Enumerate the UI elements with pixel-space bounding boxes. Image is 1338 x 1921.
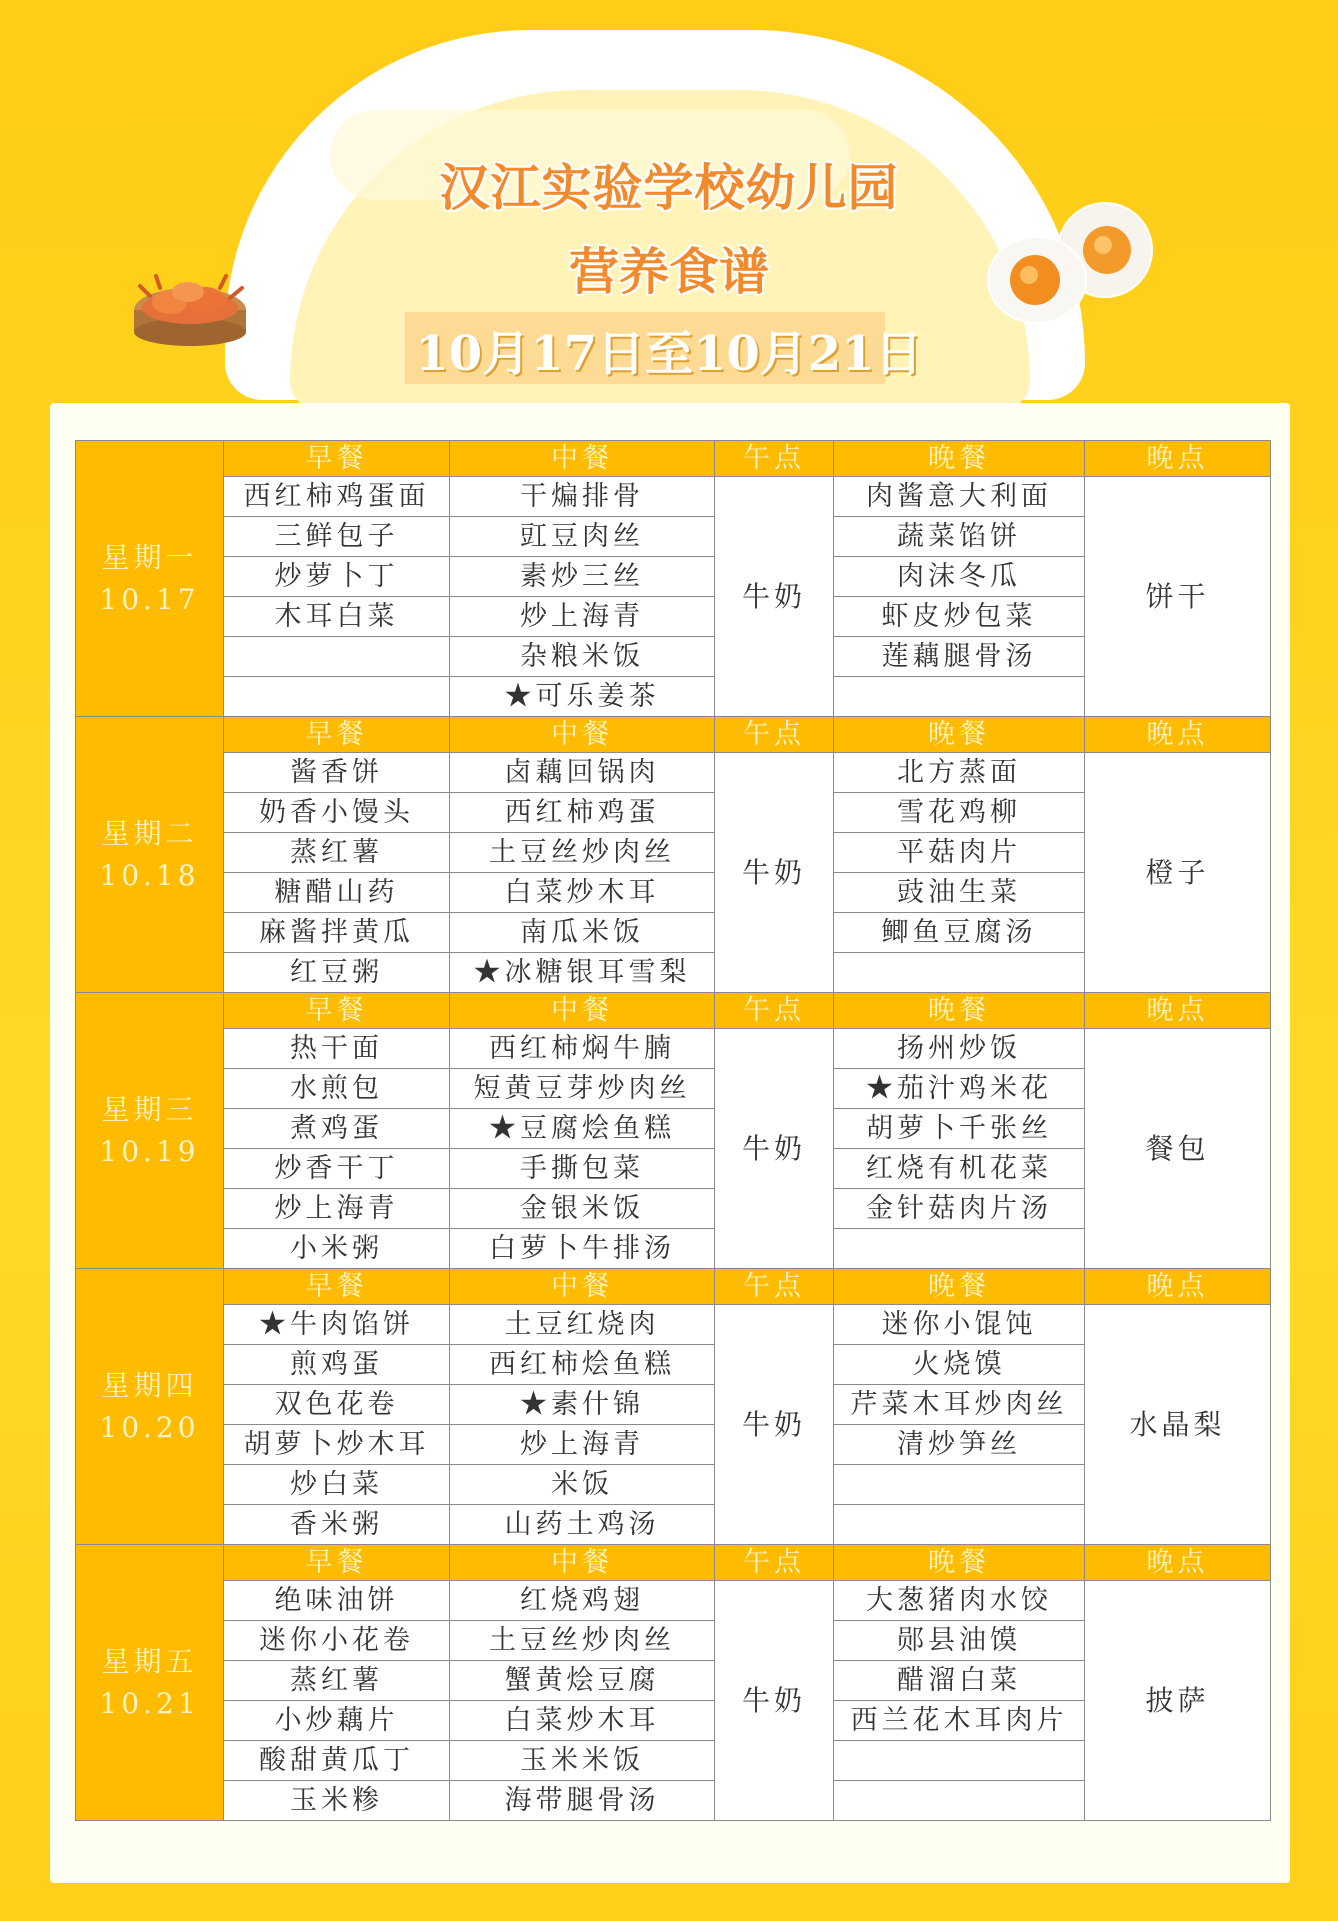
date-label: 10.19 xyxy=(99,1134,200,1168)
table-row xyxy=(76,753,1271,793)
dinner-item: 郧县油馍 xyxy=(834,1621,1085,1661)
breakfast-item: 炒白菜 xyxy=(224,1465,450,1505)
breakfast-item: 木耳白菜 xyxy=(224,597,450,637)
lunch-item: 杂粮米饭 xyxy=(450,637,715,677)
breakfast-item: 香米粥 xyxy=(224,1505,450,1545)
column-header-lunch: 中餐 xyxy=(450,1545,715,1581)
column-header-evening-snack: 晚点 xyxy=(1085,993,1271,1029)
lunch-item: 卤藕回锅肉 xyxy=(450,753,715,793)
column-header-breakfast: 早餐 xyxy=(224,717,450,753)
lunch-item: 红烧鸡翅 xyxy=(450,1581,715,1621)
lunch-item: 蟹黄烩豆腐 xyxy=(450,1661,715,1701)
column-header-dinner: 晚餐 xyxy=(834,1269,1085,1305)
column-header-evening-snack: 晚点 xyxy=(1085,441,1271,477)
breakfast-item: 玉米糁 xyxy=(224,1781,450,1821)
day-label-cell xyxy=(76,717,224,993)
breakfast-item: 酱香饼 xyxy=(224,753,450,793)
salted-egg-icon xyxy=(975,195,1175,335)
lunch-item: 炒上海青 xyxy=(450,597,715,637)
dinner-item: 肉沫冬瓜 xyxy=(834,557,1085,597)
noon-snack-cell: 牛奶 xyxy=(715,1029,834,1269)
breakfast-item: 红豆粥 xyxy=(224,953,450,993)
lunch-item: 短黄豆芽炒肉丝 xyxy=(450,1069,715,1109)
dinner-item xyxy=(834,1741,1085,1781)
dinner-item: 迷你小馄饨 xyxy=(834,1305,1085,1345)
evening-snack-cell: 水晶梨 xyxy=(1085,1305,1271,1545)
lunch-item: 山药土鸡汤 xyxy=(450,1505,715,1545)
breakfast-item: 小米粥 xyxy=(224,1229,450,1269)
lunch-item: 豇豆肉丝 xyxy=(450,517,715,557)
breakfast-item: 麻酱拌黄瓜 xyxy=(224,913,450,953)
breakfast-item: 糖醋山药 xyxy=(224,873,450,913)
day-label-cell xyxy=(76,993,224,1269)
lunch-item: 玉米米饭 xyxy=(450,1741,715,1781)
date-range: 10月17日至10月21日 xyxy=(415,326,923,382)
dinner-item: 火烧馍 xyxy=(834,1345,1085,1385)
column-header-dinner: 晚餐 xyxy=(834,1545,1085,1581)
dinner-item xyxy=(834,1505,1085,1545)
breakfast-item: 煮鸡蛋 xyxy=(224,1109,450,1149)
lunch-item: 西红柿焖牛腩 xyxy=(450,1029,715,1069)
dinner-item: 醋溜白菜 xyxy=(834,1661,1085,1701)
meal-header-row xyxy=(76,1545,1271,1581)
day-label-cell xyxy=(76,441,224,717)
column-header-dinner: 晚餐 xyxy=(834,441,1085,477)
column-header-breakfast: 早餐 xyxy=(224,1269,450,1305)
breakfast-item: 热干面 xyxy=(224,1029,450,1069)
dinner-item: 肉酱意大利面 xyxy=(834,477,1085,517)
lunch-item: ★冰糖银耳雪梨 xyxy=(450,953,715,993)
breakfast-item: 双色花卷 xyxy=(224,1385,450,1425)
date-label: 10.18 xyxy=(99,858,200,892)
table-row xyxy=(76,1305,1271,1345)
breakfast-item: 煎鸡蛋 xyxy=(224,1345,450,1385)
dinner-item: 北方蒸面 xyxy=(834,753,1085,793)
column-header-lunch: 中餐 xyxy=(450,717,715,753)
weekday-label: 星期五 xyxy=(101,1644,198,1678)
column-header-breakfast: 早餐 xyxy=(224,1545,450,1581)
breakfast-item: 蒸红薯 xyxy=(224,1661,450,1701)
meal-header-row xyxy=(76,993,1271,1029)
weekday-label: 星期一 xyxy=(101,540,198,574)
column-header-dinner: 晚餐 xyxy=(834,717,1085,753)
dinner-item: 虾皮炒包菜 xyxy=(834,597,1085,637)
dinner-item: 芹菜木耳炒肉丝 xyxy=(834,1385,1085,1425)
lunch-item: ★豆腐烩鱼糕 xyxy=(450,1109,715,1149)
steamed-crabs-icon xyxy=(130,258,250,348)
breakfast-item: 胡萝卜炒木耳 xyxy=(224,1425,450,1465)
breakfast-item: 炒香干丁 xyxy=(224,1149,450,1189)
evening-snack-cell: 餐包 xyxy=(1085,1029,1271,1269)
column-header-noon-snack: 午点 xyxy=(715,1269,834,1305)
lunch-item: 西红柿鸡蛋 xyxy=(450,793,715,833)
column-header-breakfast: 早餐 xyxy=(224,993,450,1029)
lunch-item: 土豆丝炒肉丝 xyxy=(450,833,715,873)
meal-header-row xyxy=(76,717,1271,753)
dinner-item: 豉油生菜 xyxy=(834,873,1085,913)
noon-snack-cell: 牛奶 xyxy=(715,477,834,717)
breakfast-item: 三鲜包子 xyxy=(224,517,450,557)
menu-subtitle: 营养食谱 xyxy=(569,243,769,301)
lunch-item: 手撕包菜 xyxy=(450,1149,715,1189)
dinner-item: 莲藕腿骨汤 xyxy=(834,637,1085,677)
date-label: 10.17 xyxy=(99,582,200,616)
dinner-item: 鲫鱼豆腐汤 xyxy=(834,913,1085,953)
dinner-item: 胡萝卜千张丝 xyxy=(834,1109,1085,1149)
lunch-item: 炒上海青 xyxy=(450,1425,715,1465)
breakfast-item: 炒上海青 xyxy=(224,1189,450,1229)
column-header-evening-snack: 晚点 xyxy=(1085,717,1271,753)
lunch-item: 白菜炒木耳 xyxy=(450,1701,715,1741)
lunch-item: 西红柿烩鱼糕 xyxy=(450,1345,715,1385)
lunch-item: 白菜炒木耳 xyxy=(450,873,715,913)
column-header-dinner: 晚餐 xyxy=(834,993,1085,1029)
dinner-item: 雪花鸡柳 xyxy=(834,793,1085,833)
table-row xyxy=(76,1029,1271,1069)
column-header-noon-snack: 午点 xyxy=(715,1545,834,1581)
column-header-noon-snack: 午点 xyxy=(715,717,834,753)
lunch-item: 干煸排骨 xyxy=(450,477,715,517)
day-label-cell xyxy=(76,1545,224,1821)
dinner-item: ★茄汁鸡米花 xyxy=(834,1069,1085,1109)
column-header-lunch: 中餐 xyxy=(450,441,715,477)
column-header-breakfast: 早餐 xyxy=(224,441,450,477)
meal-header-row xyxy=(76,1269,1271,1305)
lunch-item: 素炒三丝 xyxy=(450,557,715,597)
dinner-item xyxy=(834,1781,1085,1821)
lunch-item: 金银米饭 xyxy=(450,1189,715,1229)
column-header-lunch: 中餐 xyxy=(450,993,715,1029)
breakfast-item: 迷你小花卷 xyxy=(224,1621,450,1661)
column-header-evening-snack: 晚点 xyxy=(1085,1269,1271,1305)
noon-snack-cell: 牛奶 xyxy=(715,1305,834,1545)
dinner-item xyxy=(834,953,1085,993)
dinner-item: 西兰花木耳肉片 xyxy=(834,1701,1085,1741)
lunch-item: 海带腿骨汤 xyxy=(450,1781,715,1821)
day-label-cell xyxy=(76,1269,224,1545)
column-header-noon-snack: 午点 xyxy=(715,993,834,1029)
evening-snack-cell: 披萨 xyxy=(1085,1581,1271,1821)
dinner-item: 金针菇肉片汤 xyxy=(834,1189,1085,1229)
dinner-item: 清炒笋丝 xyxy=(834,1425,1085,1465)
breakfast-item: 奶香小馒头 xyxy=(224,793,450,833)
noon-snack-cell: 牛奶 xyxy=(715,753,834,993)
breakfast-item: 绝味油饼 xyxy=(224,1581,450,1621)
breakfast-item: 西红柿鸡蛋面 xyxy=(224,477,450,517)
date-label: 10.21 xyxy=(99,1686,200,1720)
lunch-item: 南瓜米饭 xyxy=(450,913,715,953)
dinner-item: 大葱猪肉水饺 xyxy=(834,1581,1085,1621)
dinner-item: 平菇肉片 xyxy=(834,833,1085,873)
dinner-item: 蔬菜馅饼 xyxy=(834,517,1085,557)
breakfast-item: 蒸红薯 xyxy=(224,833,450,873)
dinner-item xyxy=(834,677,1085,717)
date-label: 10.20 xyxy=(99,1410,200,1444)
evening-snack-cell: 橙子 xyxy=(1085,753,1271,993)
noon-snack-cell: 牛奶 xyxy=(715,1581,834,1821)
weekday-label: 星期三 xyxy=(101,1092,198,1126)
breakfast-item: 酸甜黄瓜丁 xyxy=(224,1741,450,1781)
lunch-item: ★可乐姜茶 xyxy=(450,677,715,717)
breakfast-item xyxy=(224,637,450,677)
weekday-label: 星期四 xyxy=(101,1368,198,1402)
table-row xyxy=(76,477,1271,517)
dinner-item: 红烧有机花菜 xyxy=(834,1149,1085,1189)
lunch-item: 米饭 xyxy=(450,1465,715,1505)
breakfast-item: ★牛肉馅饼 xyxy=(224,1305,450,1345)
meal-header-row xyxy=(76,441,1271,477)
dinner-item: 扬州炒饭 xyxy=(834,1029,1085,1069)
column-header-lunch: 中餐 xyxy=(450,1269,715,1305)
breakfast-item: 炒萝卜丁 xyxy=(224,557,450,597)
breakfast-item xyxy=(224,677,450,717)
evening-snack-cell: 饼干 xyxy=(1085,477,1271,717)
dinner-item xyxy=(834,1465,1085,1505)
menu-table xyxy=(75,440,1271,1821)
lunch-item: 白萝卜牛排汤 xyxy=(450,1229,715,1269)
dinner-item xyxy=(834,1229,1085,1269)
column-header-noon-snack: 午点 xyxy=(715,441,834,477)
school-title: 汉江实验学校幼儿园 xyxy=(439,159,899,217)
column-header-evening-snack: 晚点 xyxy=(1085,1545,1271,1581)
breakfast-item: 水煎包 xyxy=(224,1069,450,1109)
lunch-item: 土豆红烧肉 xyxy=(450,1305,715,1345)
table-row xyxy=(76,1581,1271,1621)
lunch-item: 土豆丝炒肉丝 xyxy=(450,1621,715,1661)
weekday-label: 星期二 xyxy=(101,816,198,850)
breakfast-item: 小炒藕片 xyxy=(224,1701,450,1741)
lunch-item: ★素什锦 xyxy=(450,1385,715,1425)
